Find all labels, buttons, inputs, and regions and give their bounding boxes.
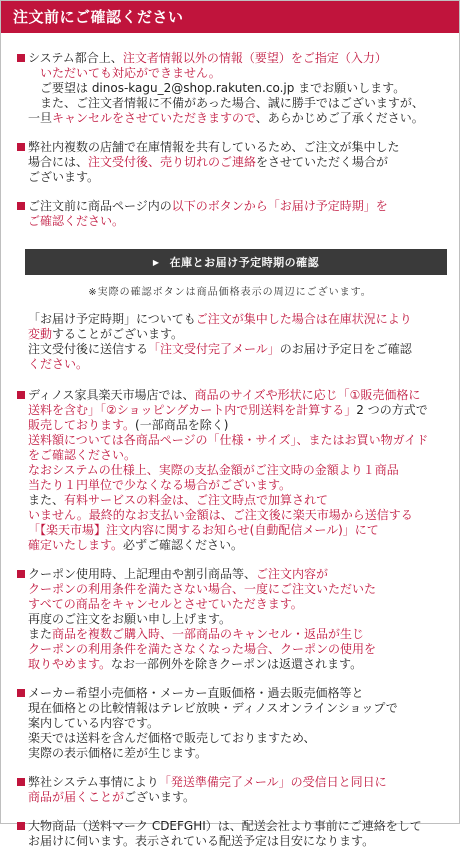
square-bullet-icon: [17, 54, 25, 62]
notice-section-same-day: 弊社システム事情により「発送準備完了メール」の受信日と同日に 商品が届くことがございます。: [17, 775, 447, 805]
notice-content: [1, 33, 459, 229]
square-bullet-icon: [17, 143, 25, 151]
square-bullet-icon: [17, 689, 25, 697]
notice-section-stock: 弊社内複数の店舗で在庫情報を共有しているため、ご注文が集中した 場合には、注文受付後、売り切れのご連絡をさせていただく場合が ございます。: [17, 140, 447, 185]
notice-section-system: システム都合上、注文者情報以外の情報（要望）をご指定（入力） いただいても対応ができません。 ご要望は dinos-kagu_2@shop.rakuten.co.jp までお願いします。 また、ご注文者情報に不備があった場合、誠に勝手ではございますが、 一旦キャンセルをさせていただきますので、あらかじめご了承ください。: [17, 51, 447, 126]
delivery-change-paragraph: 「お届け予定時期」についてもご注文が集中した場合は在庫状況により 変動することがございます。 注文受付後に送信する「注文受付完了メール」のお届け予定日をご確認 ください。: [28, 312, 412, 371]
square-bullet-icon: [17, 822, 25, 830]
notice-section-price-compare: メーカー希望小売価格・メーカー直販価格・過去販売価格等と 現在価格との比較情報はテレビ放映・ディノスオンラインショップで 案内している内容です。 楽天では送料を含んだ価格で販売しておりますため、 実際の表示価格に差が生じます。: [17, 686, 447, 761]
square-bullet-icon: [17, 570, 25, 578]
notice-section-delivery-check: ご注文前に商品ページ内の以下のボタンから「お届け予定時期」を ご確認ください。: [17, 199, 447, 229]
notice-section-coupon: クーポン使用時、上記理由や割引商品等、ご注文内容が クーポンの利用条件を満たさない場合、一度にご注文いただいた すべての商品をキャンセルとさせていただきます。 再度のご注文をお願い申し上げます。 また商品を複数ご購入時、一部商品のキャンセル・返品が生じ クーポンの利用条件を満たさなくなった場合、クーポンの使用を 取りやめます。なお一部例外を除きクーポンは返還されます。: [17, 567, 447, 672]
panel-title: 注文前にご確認ください: [1, 1, 459, 33]
notice-section-shipping-fee: ディノス家具楽天市場店では、商品のサイズや形状に応じ「①販売価格に 送料を含む」「②ショッピングカート内で別送料を計算する」2 つの方式で 販売しております。(一部商品を除く) 送料額については各商品ページの「仕様・サイズ」、またはお買い物ガイド をご確認ください。 なおシステムの仕様上、実際の支払金額がご注文時の金額より１商品 当たり１円単位で少なくなる場合がございます。 また、有料サービスの料金は、ご注文時点で加算されて いません。最終的なお支払い金額は、ご注文後に楽天市場から送信する 「【楽天市場】注文内容に関するお知らせ(自動配信メール)」にて 確定いたします。必ずご確認ください。: [17, 388, 447, 553]
button-area: [25, 249, 447, 275]
notice-content-lower: [1, 312, 459, 849]
square-bullet-icon: [17, 778, 25, 786]
square-bullet-icon: [17, 391, 25, 399]
notice-section-large-items: 大物商品（送料マーク CDEFGHI）は、配送会社より事前にご連絡をして お届けに伺います。表示されている配送予定は目安になります。: [17, 819, 447, 849]
play-triangle-icon: ▶: [152, 257, 160, 267]
button-label: 在庫とお届け予定時期の確認: [169, 256, 320, 269]
button-note: ※実際の確認ボタンは商品価格表示の周辺にございます。: [88, 287, 372, 298]
square-bullet-icon: [17, 202, 25, 210]
stock-delivery-check-button[interactable]: [25, 249, 447, 275]
